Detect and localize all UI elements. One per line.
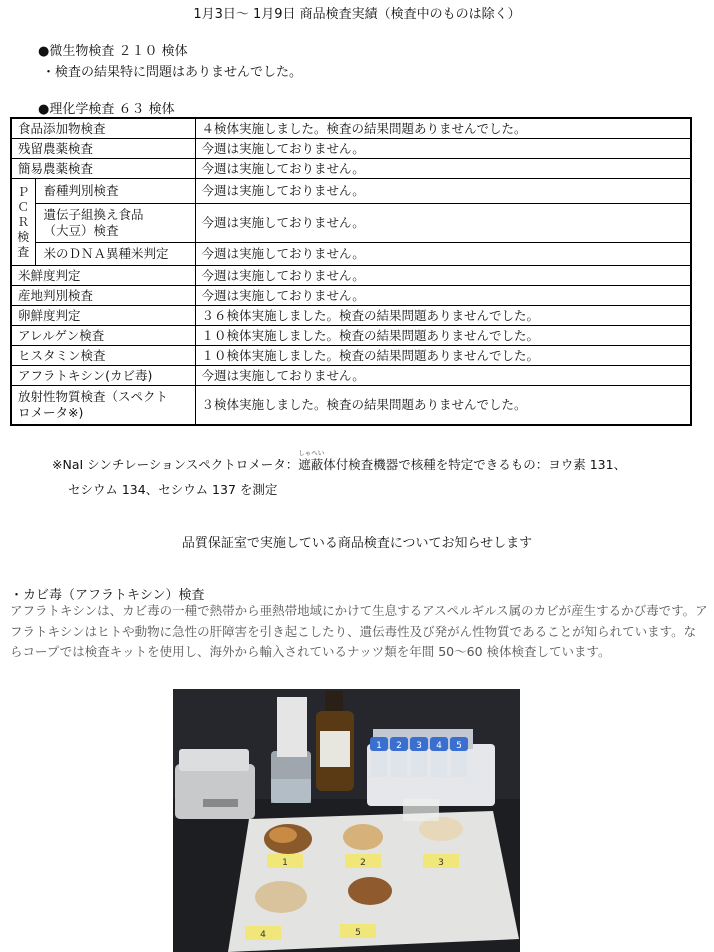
- vial-label: 3: [416, 741, 422, 751]
- row-result: 今週は実施しておりません。: [195, 366, 691, 386]
- row-result: １０検体実施しました。検査の結果問題ありませんでした。: [195, 346, 691, 366]
- row-result: 今週は実施しておりません。: [195, 139, 691, 159]
- table-row: [11, 346, 691, 366]
- inspection-table: [10, 117, 692, 426]
- table-row: [11, 139, 691, 159]
- vial-label: 4: [436, 741, 442, 751]
- footnote-line1: ※NaI シンチレーションスペクトロメータ： しゃへい 遮蔽体付検査機器で核種を特定できるもの：ヨウ素 131、: [52, 449, 627, 472]
- table-row: [11, 204, 691, 243]
- row-label: ヒスタミン検査: [11, 346, 195, 366]
- vial: [390, 737, 408, 777]
- table-row: [11, 243, 691, 266]
- physchem-heading: ●理化学検査 ６３ 検体: [38, 102, 175, 117]
- row-label: アフラトキシン(カビ毒): [11, 366, 195, 386]
- row-result: ４検体実施しました。検査の結果問題ありませんでした。: [195, 118, 691, 139]
- notice-heading: 品質保証室で実施している商品検査についてお知らせします: [181, 536, 533, 551]
- pcr-group-label: Ｐ Ｃ Ｒ 検 査: [11, 179, 35, 266]
- table-row: [11, 286, 691, 306]
- row-result: ３検体実施しました。検査の結果問題ありませんでした。: [195, 386, 691, 426]
- row-label: 産地判別検査: [11, 286, 195, 306]
- table-row: [11, 306, 691, 326]
- table-row: [11, 326, 691, 346]
- row-result: ３６検体実施しました。検査の結果問題ありませんでした。: [195, 306, 691, 326]
- lab-photo: [173, 689, 520, 952]
- vial-label: 5: [456, 741, 462, 751]
- sample-label: [245, 926, 281, 940]
- row-result: 今週は実施しておりません。: [195, 204, 691, 243]
- microbio-heading: ●微生物検査 ２１０ 検体: [38, 44, 188, 59]
- row-label: 食品添加物検査: [11, 118, 195, 139]
- table-row: [11, 386, 691, 426]
- table-row: [11, 366, 691, 386]
- table-row: [11, 118, 691, 139]
- row-result: 今週は実施しておりません。: [195, 266, 691, 286]
- row-label: アレルゲン検査: [11, 326, 195, 346]
- microbio-note: ・検査の結果特に問題はありませんでした。: [42, 65, 303, 80]
- svg-text:1: 1: [282, 858, 288, 868]
- row-result: 今週は実施しておりません。: [195, 179, 691, 204]
- table-row: [11, 179, 691, 204]
- ruby-annotation: しゃへい 遮蔽: [298, 449, 325, 472]
- row-label: 卵鮮度判定: [11, 306, 195, 326]
- sample-label: [423, 854, 459, 868]
- row-result: 今週は実施しておりません。: [195, 159, 691, 179]
- sample-label: [345, 854, 381, 868]
- row-label: 米鮮度判定: [11, 266, 195, 286]
- row-result: 今週は実施しておりません。: [195, 286, 691, 306]
- vial: [370, 737, 388, 777]
- row-result: 今週は実施しておりません。: [195, 243, 691, 266]
- vial-label: 2: [396, 741, 402, 751]
- row-label: 米のＤＮＡ異種米判定: [35, 243, 195, 266]
- footnote-line2: セシウム 134、セシウム 137 を測定: [68, 482, 278, 497]
- svg-text:3: 3: [438, 858, 444, 868]
- table-row: [11, 266, 691, 286]
- svg-text:4: 4: [260, 930, 266, 940]
- row-label: 遺伝子組換え食品 （大豆）検査: [35, 204, 195, 243]
- sample-label: [267, 854, 303, 868]
- row-label: 残留農薬検査: [11, 139, 195, 159]
- page-title: 1月3日～ 1月9日 商品検査実績（検査中のものは除く）: [193, 7, 521, 22]
- row-result: １０検体実施しました。検査の結果問題ありませんでした。: [195, 326, 691, 346]
- vial-label: 1: [376, 741, 382, 751]
- vial: [450, 737, 468, 777]
- row-label: 簡易農薬検査: [11, 159, 195, 179]
- vial: [430, 737, 448, 777]
- sample-label: [340, 924, 376, 938]
- aflatoxin-heading: ・カビ毒（アフラトキシン）検査: [10, 588, 205, 603]
- row-label: 畜種判別検査: [35, 179, 195, 204]
- lab-photo-illustration: [173, 689, 520, 952]
- shaker-device: [175, 749, 255, 819]
- table-row: [11, 159, 691, 179]
- aflatoxin-body: アフラトキシンは、カビ毒の一種で熱帯から亜熱帯地域にかけて生息するアスペルギルス属のカビが産生するかび毒です。アフラトキシンはヒトや動物に急性の肝障害を引き起こしたり、遺伝毒性及び発がん性物質であることが知られています。ならコープでは検査キットを使用し、海外から輸入されているナッツ類を年間 50～60 検体検査しています。: [10, 603, 708, 659]
- svg-text:2: 2: [360, 858, 366, 868]
- beaker: [271, 751, 311, 803]
- svg-text:5: 5: [355, 928, 361, 938]
- row-label: 放射性物質検査（スペクト ロメータ※): [11, 386, 195, 426]
- vial: [410, 737, 428, 777]
